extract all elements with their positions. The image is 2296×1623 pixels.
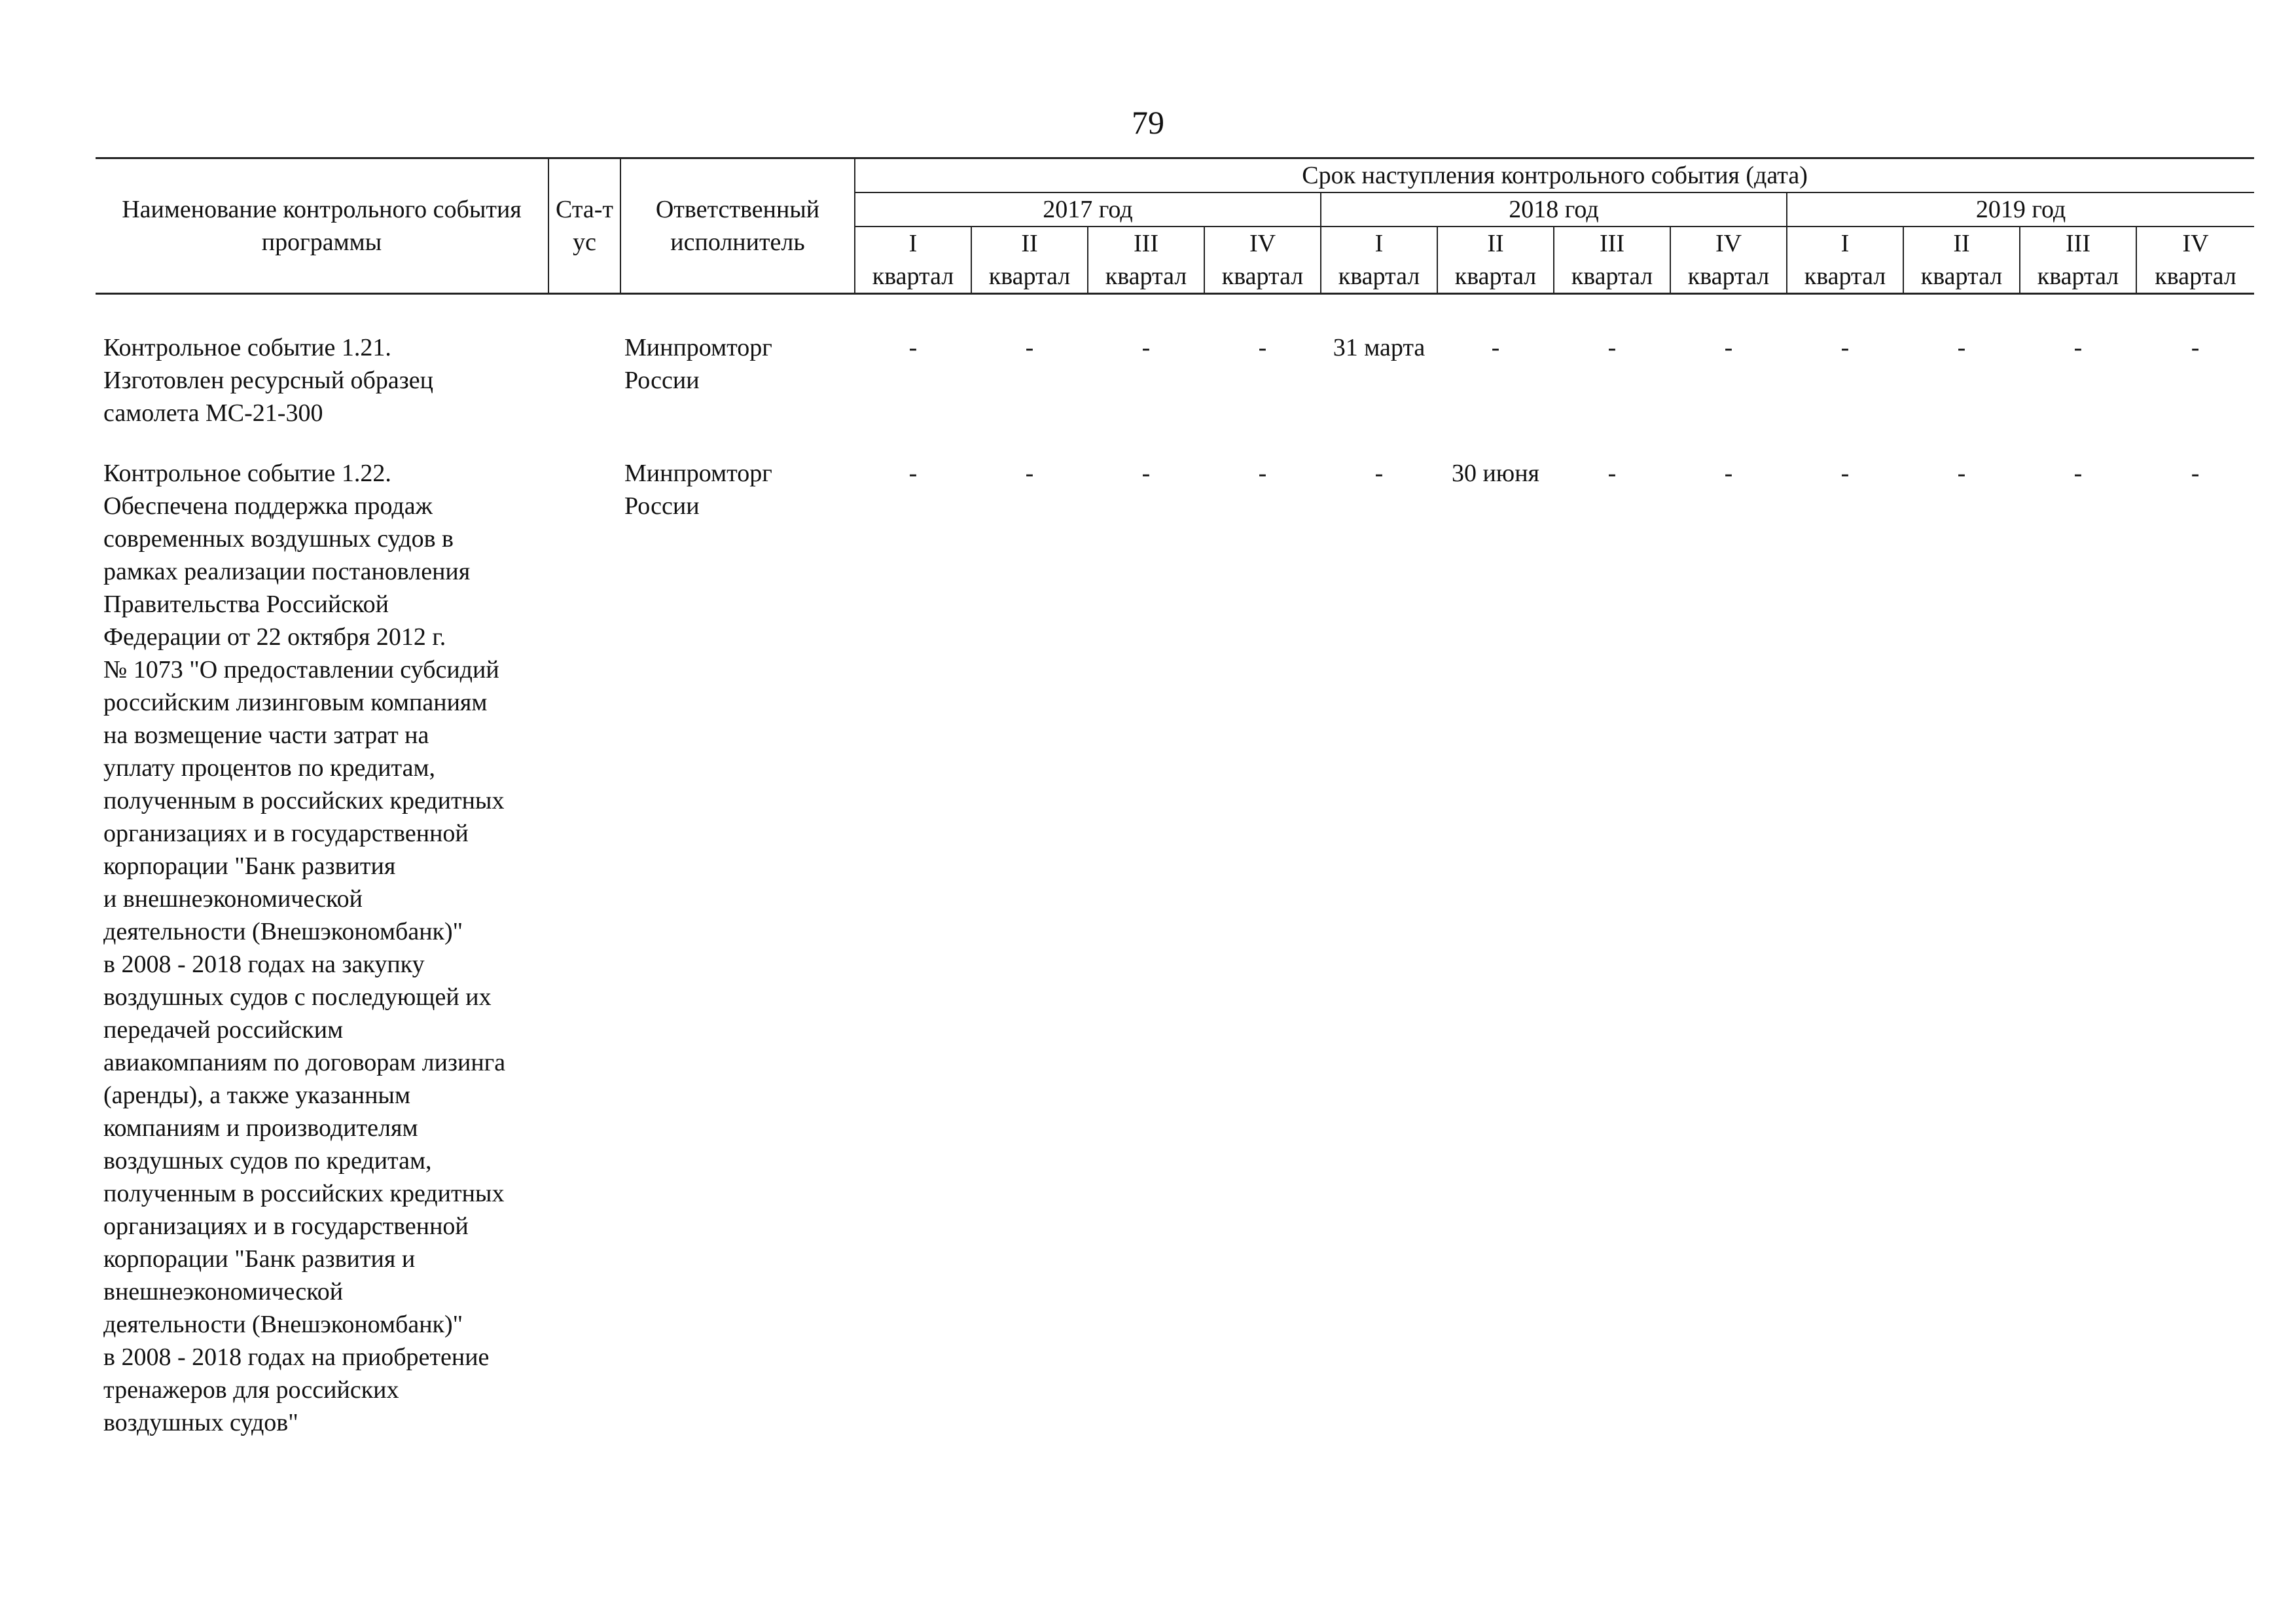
event-description-line: полученным в российских кредитных [103,1180,505,1207]
quarter-label: квартал [1437,260,1554,294]
quarter-label: квартал [1670,260,1787,294]
quarter-roman: IV [1204,227,1321,260]
responsible-line: России [624,492,700,520]
header-responsible: Ответственный исполнитель [620,158,855,294]
quarter-date-cell: - [1258,334,1267,361]
quarter-roman: IV [1670,227,1787,260]
quarter-date-cell: - [1374,460,1384,487]
event-description-line: воздушных судов" [103,1409,298,1436]
event-title: Контрольное событие 1.22. [103,460,391,487]
quarter-date-cell: - [1491,334,1500,361]
event-description-line: Правительства Российской [103,591,389,618]
event-description-line: тренажеров для российских [103,1376,399,1404]
quarter-date-cell: - [2073,334,2083,361]
quarter-roman: I [1787,227,1903,260]
quarter-date-cell: - [1840,460,1850,487]
quarter-roman: III [1554,227,1670,260]
event-description-line: Обеспечена поддержка продаж [103,492,433,520]
quarter-roman: II [1903,227,2020,260]
event-name-cell [96,457,548,1439]
event-description-line: российским лизинговым компаниям [103,689,488,716]
quarter-roman: IV [2136,227,2254,260]
quarter-roman: I [1321,227,1437,260]
event-description-line: внешнеэкономической [103,1278,344,1305]
quarter-label: квартал [1787,260,1903,294]
event-description-line: и внешнеэкономической [103,885,363,913]
control-events-table [96,157,2254,1439]
quarter-label: квартал [1554,260,1670,294]
quarter-label: квартал [2020,260,2136,294]
responsible-line: Минпромторг [624,334,772,361]
quarter-date-cell: - [1957,334,1966,361]
event-description-line: воздушных судов по кредитам, [103,1147,432,1175]
responsible-cell [620,457,855,1439]
page-number: 79 [1132,104,1164,141]
event-description-line: деятельности (Внешэкономбанк)" [103,1311,463,1338]
event-description-line: самолета МС-21-300 [103,399,323,427]
quarter-date-cell: - [2191,334,2200,361]
status-cell [548,457,620,1439]
quarter-date-cell: - [1724,460,1733,487]
header-year-2017: 2017 год [855,192,1321,227]
event-description-line: Федерации от 22 октября 2012 г. [103,623,446,651]
quarter-label: квартал [1903,260,2020,294]
event-description-line: № 1073 "О предоставлении субсидий [103,656,499,684]
quarter-date-cell: - [1957,460,1966,487]
table-row [96,457,2254,1439]
event-title: Контрольное событие 1.21. [103,334,391,361]
event-description-line: в 2008 - 2018 годах на закупку [103,951,425,978]
table-row [96,331,2254,429]
responsible-cell [620,331,855,429]
quarter-label: квартал [1204,260,1321,294]
event-description-line: деятельности (Внешэкономбанк)" [103,918,463,945]
quarter-roman: I [855,227,971,260]
event-description-line: организациях и в государственной [103,820,469,847]
quarter-date-cell: - [908,460,918,487]
quarter-label: квартал [1321,260,1437,294]
quarter-roman: II [1437,227,1554,260]
quarter-label: квартал [2136,260,2254,294]
event-description-line: компаниям и производителям [103,1114,418,1142]
event-name-cell [96,331,548,429]
quarter-date-cell: - [1607,460,1617,487]
quarter-date-cell: - [1607,334,1617,361]
event-description-line: воздушных судов с последующей их [103,983,492,1011]
quarter-roman: III [2020,227,2136,260]
table-body [96,294,2254,1440]
event-description-line: Изготовлен ресурсный образец [103,367,433,394]
quarter-date-cell: - [908,334,918,361]
quarter-date-cell: - [1258,460,1267,487]
quarter-date-cell: - [1141,460,1151,487]
event-description-line: корпорации "Банк развития и [103,1245,416,1273]
header-name: Наименование контрольного события программы [96,158,548,294]
event-description-line: организациях и в государственной [103,1213,469,1240]
header-status: Ста-тус [548,158,620,294]
event-description-line: современных воздушных судов в [103,525,454,553]
quarter-label: квартал [855,260,971,294]
event-description-line: на возмещение части затрат на [103,721,429,749]
event-description-line: уплату процентов по кредитам, [103,754,436,782]
header-year-2019: 2019 год [1787,192,2254,227]
quarter-roman: II [971,227,1088,260]
event-description-line: в 2008 - 2018 годах на приобретение [103,1343,490,1371]
event-description-line: корпорации "Банк развития [103,852,396,880]
quarter-label: квартал [971,260,1088,294]
responsible-line: России [624,367,700,394]
event-description-line: рамках реализации постановления [103,558,471,585]
header-period: Срок наступления контрольного события (дата) [855,158,2254,193]
quarter-roman: III [1088,227,1204,260]
event-description-line: авиакомпаниям по договорам лизинга [103,1049,506,1076]
quarter-date-cell: - [1025,334,1034,361]
event-description-line: полученным в российских кредитных [103,787,505,814]
status-cell [548,331,620,429]
quarter-date-cell: - [1025,460,1034,487]
quarter-date-cell: - [1141,334,1151,361]
quarter-date-cell: - [1724,334,1733,361]
quarter-date-cell: 31 марта [1333,334,1426,361]
responsible-line: Минпромторг [624,460,772,487]
event-description-line: (аренды), а также указанным [103,1082,411,1109]
quarter-date-cell: - [1840,334,1850,361]
quarter-date-cell: - [2191,460,2200,487]
event-description-line: передачей российским [103,1016,344,1044]
quarter-date-cell: - [2073,460,2083,487]
quarter-date-cell: 30 июня [1451,460,1540,487]
quarter-label: квартал [1088,260,1204,294]
header-year-2018: 2018 год [1321,192,1787,227]
